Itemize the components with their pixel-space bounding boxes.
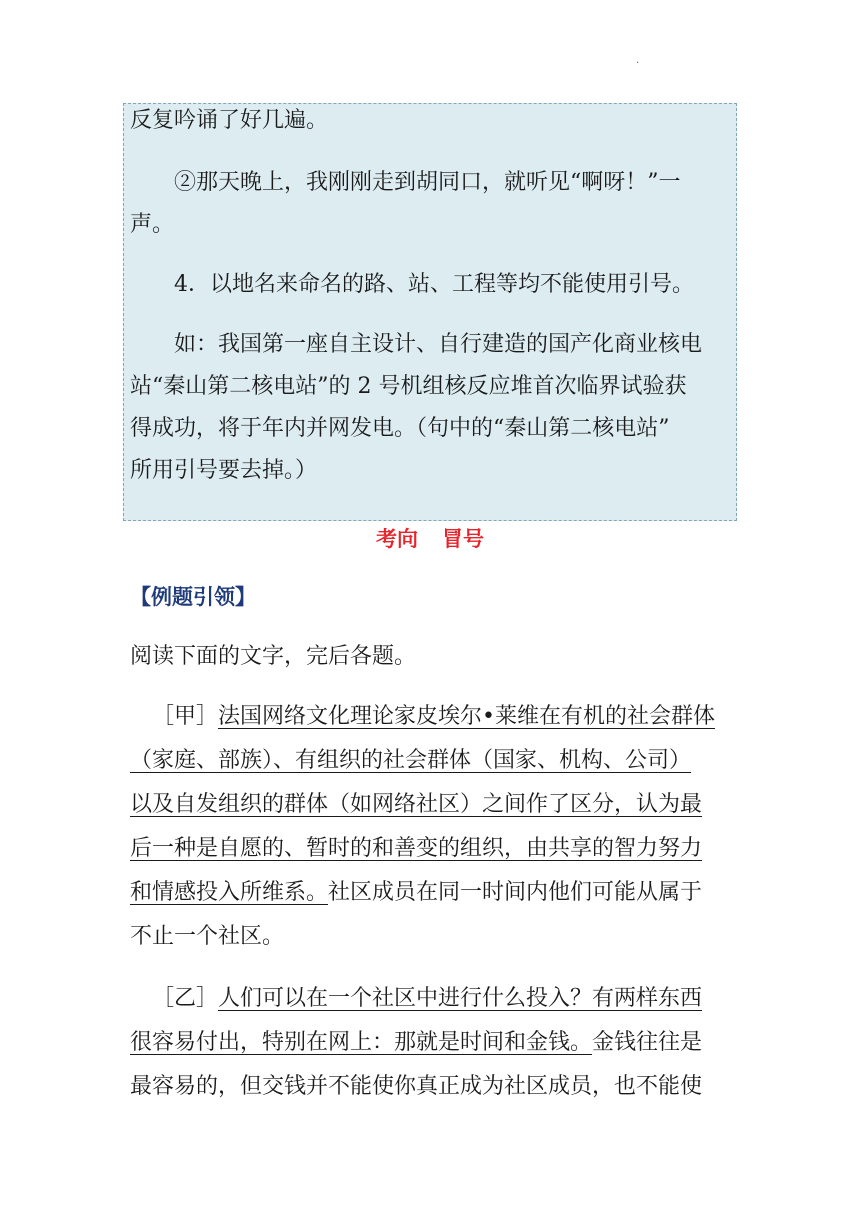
- box-line-5: 如：我国第一座自主设计、自行建造的国产化商业核电: [174, 332, 703, 357]
- page-mark: ·: [636, 58, 640, 69]
- jia-line-5: 和情感投入所维系。社区成员在同一时间内他们可能从属于: [130, 880, 703, 905]
- example-heading: 【例题引领】: [130, 585, 256, 609]
- jia-line-6: 不止一个社区。: [130, 924, 285, 949]
- section-title-a: 考向: [376, 527, 418, 551]
- jia-marker: ［甲］: [152, 704, 219, 729]
- yi-line-3: 最容易的，但交钱并不能使你真正成为社区成员，也不能使: [130, 1074, 703, 1099]
- yi-line-1: ［乙］人们可以在一个社区中进行什么投入？有两样东西: [152, 986, 703, 1011]
- jia-line-4: 后一种是自愿的、暂时的和善变的组织，由共享的智力努力: [130, 836, 703, 861]
- section-title: [0, 524, 860, 554]
- box-line-2: ②那天晚上，我刚刚走到胡同口，就听见“啊呀！”一: [174, 170, 681, 195]
- jia-line-1: ［甲］法国网络文化理论家皮埃尔•莱维在有机的社会群体: [152, 704, 715, 729]
- section-title-b: 冒号: [442, 527, 484, 551]
- box-line-3: 声。: [130, 212, 175, 237]
- jia-line-3: 以及自发组织的群体（如网络社区）之间作了区分，认为最: [130, 792, 703, 817]
- box-line-4: 4．以地名来命名的路、站、工程等均不能使用引号。: [174, 272, 694, 297]
- instruction: 阅读下面的文字，完后各题。: [130, 644, 417, 669]
- yi-marker: ［乙］: [152, 986, 219, 1011]
- box-line-6: 站“秦山第二核电站”的 2 号机组核反应堆首次临界试验获: [130, 374, 687, 399]
- jia-line-2: （家庭、部族）、有组织的社会群体（国家、机构、公司）: [130, 748, 692, 773]
- box-line-8: 所用引号要去掉。）: [130, 458, 318, 483]
- box-line-7: 得成功，将于年内并网发电。（句中的“秦山第二核电站”: [130, 416, 670, 441]
- yi-line-2: 很容易付出，特别在网上：那就是时间和金钱。金钱往往是: [130, 1030, 703, 1055]
- box-line-1: 反复吟诵了好几遍。: [130, 108, 329, 133]
